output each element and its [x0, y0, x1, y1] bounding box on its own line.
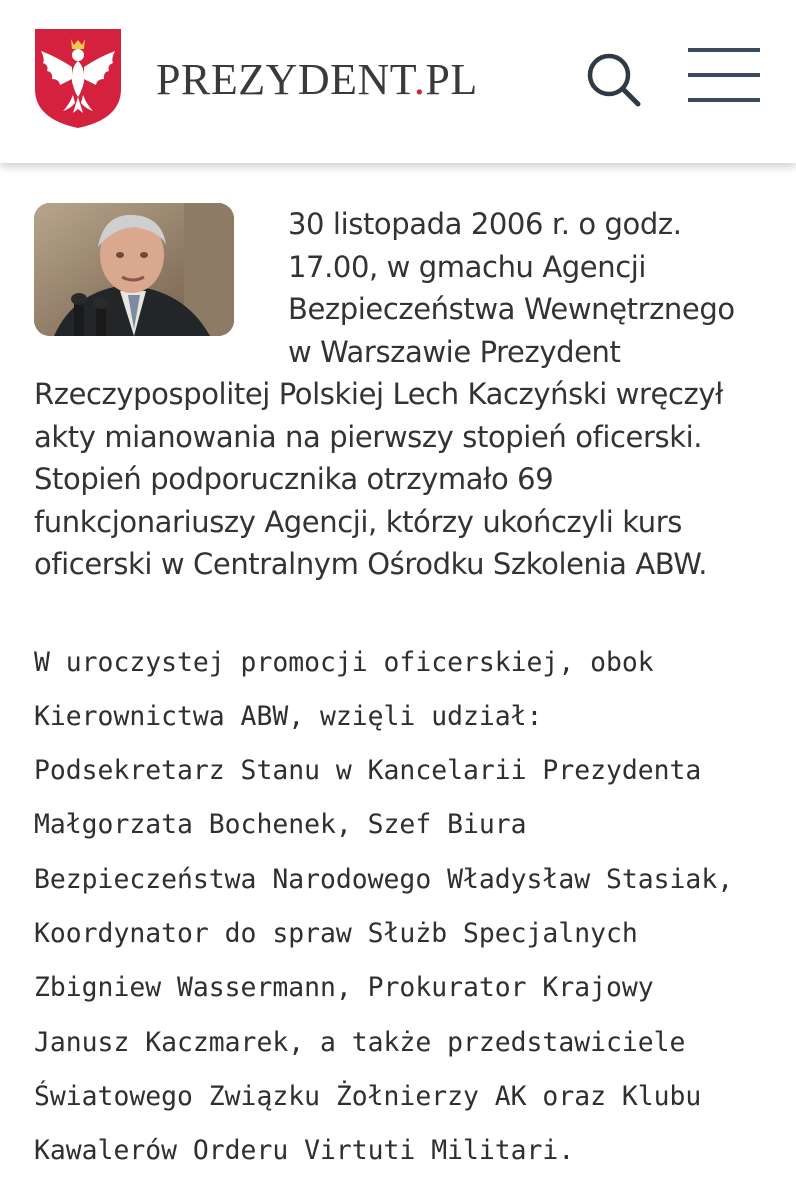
brand-dot: .	[413, 55, 426, 104]
portrait-photo-icon	[34, 203, 234, 336]
brand-prefix: PREZYDENT	[156, 55, 414, 104]
site-logo-text[interactable]	[156, 54, 478, 105]
article-lead: 30 listopada 2006 r. o godz. 17.00, w gmachu Agencji Bezpieczeństwa Wewnętrznego w Warszawie Prezydent Rzeczypospolitej Polskiej Lech Kaczyński wręczył akty mianowania na pierwszy stopień oficerski. Stopień podporucznika otrzymało 69 funkcjonariuszy Agencji, którzy ukończyli kurs oficerski w Centralnym Ośrodku Szkolenia ABW.	[34, 207, 735, 581]
article-content	[34, 203, 764, 1178]
search-icon[interactable]	[586, 52, 642, 108]
hamburger-menu-icon[interactable]	[688, 46, 760, 106]
article-body: W uroczystej promocji oficerskiej, obok Kierownictwa ABW, wzięli udział: Podsekretarz Stanu w Kancelarii Prezydenta Małgorzata Bochenek, Szef Biura Bezpieczeństwa Narodowego Władysław Stasiak, Koordynator do spraw Służb Specjalnych Zbigniew Wassermann, Prokurator Krajowy Janusz Kaczmarek, a także przedstawiciele Światowego Związku Żołnierzy AK oraz Klubu Kawalerów Orderu Virtuti Militari.	[34, 646, 749, 1167]
brand-suffix: PL	[425, 55, 478, 104]
site-header	[0, 0, 796, 163]
article-thumbnail-photo[interactable]	[34, 203, 234, 336]
polish-eagle-emblem-icon[interactable]	[33, 27, 123, 130]
